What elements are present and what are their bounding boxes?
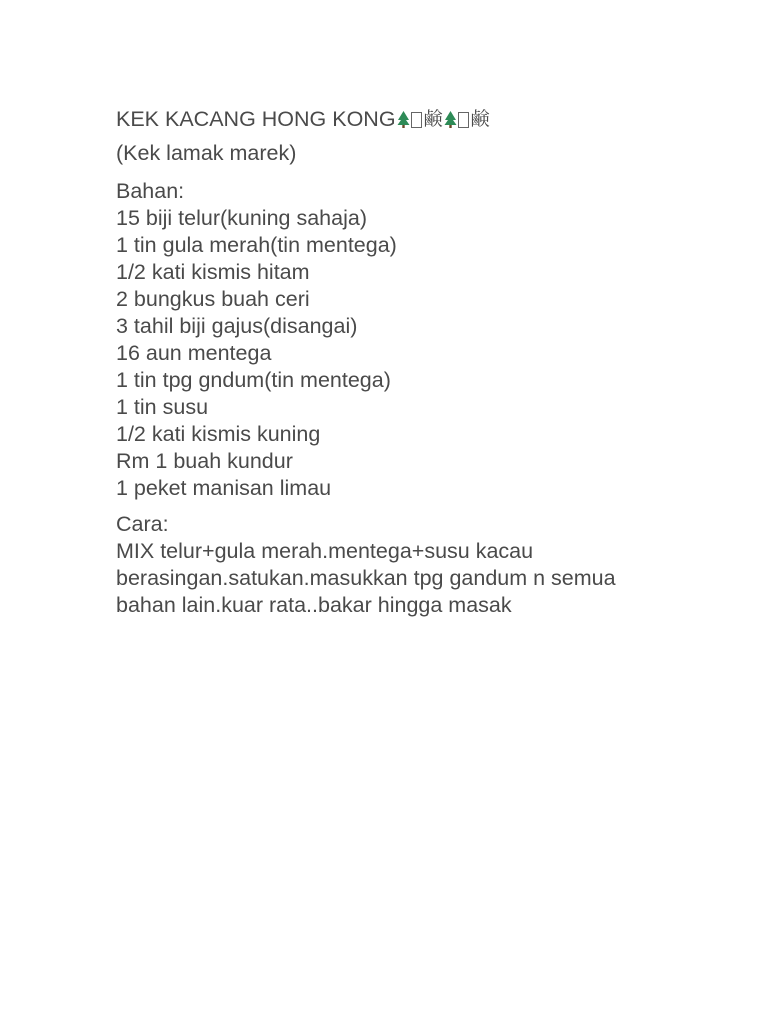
method-line: berasingan.satukan.masukkan tpg gandum n semua [116, 566, 616, 590]
ingredient-item: 1 tin tpg gndum(tin mentega) [116, 368, 391, 392]
ingredient-item: 1 tin susu [116, 395, 209, 419]
method-line: MIX telur+gula merah.mentega+susu kacau [116, 539, 534, 563]
ingredient-item: 15 biji telur(kuning sahaja) [116, 206, 367, 230]
ingredients-heading: Bahan: [116, 179, 185, 203]
ingredient-item: 1/2 kati kismis kuning [116, 422, 321, 446]
missing-glyph-icon [458, 112, 469, 128]
method-heading: Cara: [116, 512, 169, 536]
recipe-title-line [116, 106, 716, 133]
tree-icon [397, 111, 410, 128]
ingredient-item: 16 aun mentega [116, 341, 272, 365]
ingredient-item: 1 tin gula merah(tin mentega) [116, 233, 397, 257]
recipe-title: KEK KACANG HONG KONG [116, 107, 396, 131]
ingredient-item: 1 peket manisan limau [116, 476, 332, 500]
missing-glyph-icon [411, 112, 422, 128]
ingredient-item: 1/2 kati kismis hitam [116, 260, 310, 284]
tree-icon [444, 111, 457, 128]
recipe-document [116, 106, 716, 619]
title-cjk-char: 鹸 [470, 108, 490, 130]
recipe-subtitle: (Kek lamak marek) [116, 141, 297, 165]
ingredient-item: 2 bungkus buah ceri [116, 287, 310, 311]
ingredient-list [116, 205, 716, 502]
title-emoji-run [397, 106, 491, 133]
ingredient-item: Rm 1 buah kundur [116, 449, 293, 473]
ingredient-item: 3 tahil biji gajus(disangai) [116, 314, 358, 338]
method-line: bahan lain.kuar rata..bakar hingga masak [116, 593, 512, 617]
title-cjk-char: 鹸 [423, 108, 443, 130]
method-text [116, 538, 716, 619]
method-section [116, 511, 716, 619]
